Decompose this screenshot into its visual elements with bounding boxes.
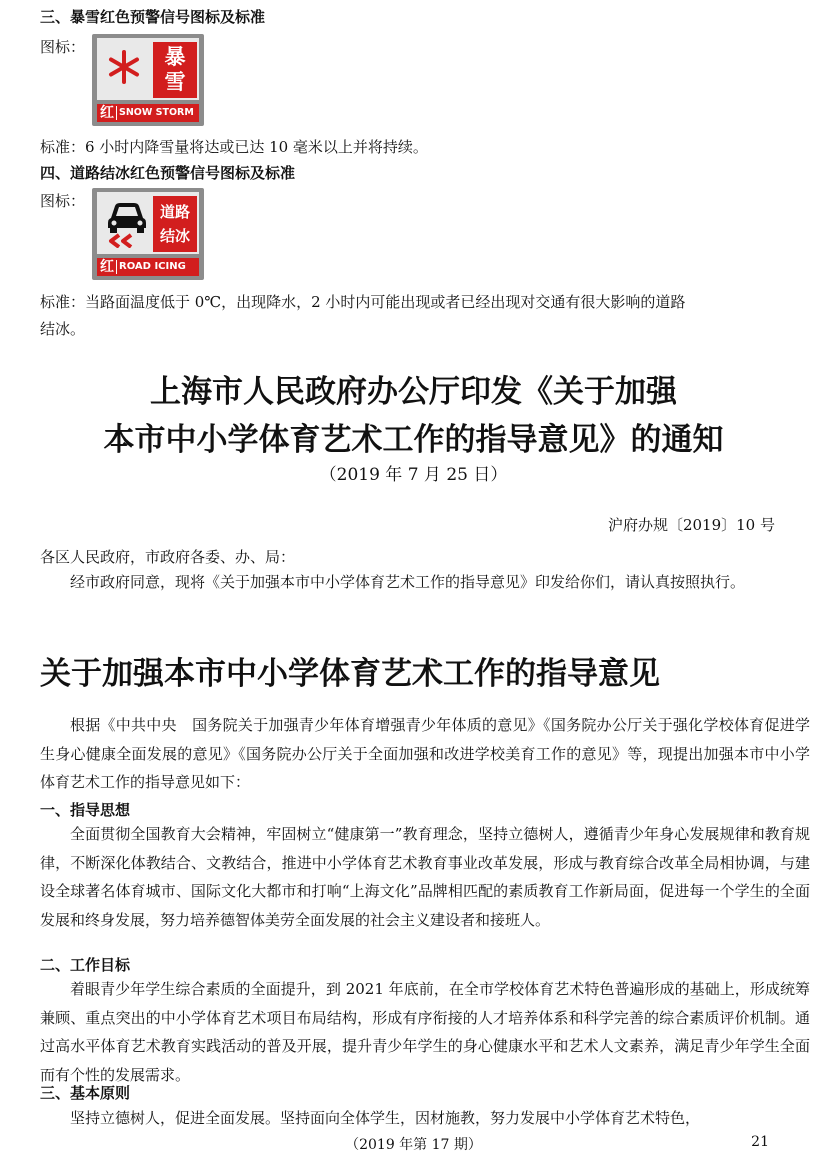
notice-date: （2019 年 7 月 25 日） xyxy=(319,465,508,485)
section2-body: 着眼青少年学生综合素质的全面提升，到 2021 年底前，在全市学校体育艺术特色普遍形成的基础上，形成统筹兼顾、重点突出的中小学体育艺术项目布局结构，形成有序衔接的人才培养体系和科学完善的综合素质评价机制。通过高水平体育艺术教育实践活动的普及开展，提升青少年学生的身心健康水平和艺术人文素养，满足青少年学生全面而有个性的发展需求。 xyxy=(40,980,810,1084)
bar-separator xyxy=(116,106,117,120)
ice-icon-red-label: 红 xyxy=(100,259,114,275)
page-number: 21 xyxy=(751,1134,769,1150)
section1-body: 全面贯彻全国教育大会精神，牢固树立“健康第一”教育理念，坚持立德树人，遵循青少年身心发展规律和教育规律，不断深化体教结合、文教结合，推进中小学体育艺术教育事业改革发展，形成与教育综合改革全局相协调，与建设全球著名体育城市、国际文化大都市和打响“上海文化”品牌相匹配的素质教育工作新局面，促进每一个学生的全面发展和终身发展，努力培养德智体美劳全面发展的社会主义建设者和接班人。 xyxy=(40,825,810,929)
snow-icon-red-label: 红 xyxy=(100,105,114,121)
ice-icon-label: 图标： xyxy=(40,192,86,210)
doc-number: 沪府办规〔2019〕10 号 xyxy=(607,516,775,534)
ice-icon-en-label: ROAD ICING xyxy=(119,261,186,272)
notice-title-line2: 本市中小学体育艺术工作的指导意见》的通知 xyxy=(103,422,724,458)
snow-icon-chars: 暴雪 xyxy=(153,42,197,98)
section3-body: 坚持立德树人，促进全面发展。坚持面向全体学生，因材施教，努力发展中小学体育艺术特色， xyxy=(70,1109,701,1127)
ice-icon-chars xyxy=(153,196,197,252)
ice-heading: 四、道路结冰红色预警信号图标及标准 xyxy=(40,164,296,182)
ice-standard-line2: 结冰。 xyxy=(40,320,86,338)
snow-storm-warning-icon xyxy=(92,34,204,126)
icon-panel xyxy=(97,38,199,100)
snow-heading: 三、暴雪红色预警信号图标及标准 xyxy=(40,8,266,26)
issue-number: （2019 年第 17 期） xyxy=(345,1137,482,1153)
bar-separator xyxy=(116,260,117,274)
snow-icon-label: 图标： xyxy=(40,38,86,56)
opinion-title: 关于加强本市中小学体育艺术工作的指导意见 xyxy=(40,656,660,692)
snowflake-icon xyxy=(107,50,141,84)
section2-heading: 二、工作目标 xyxy=(40,956,131,974)
car-skid-icon xyxy=(103,198,149,248)
notice-body: 经市政府同意，现将《关于加强本市中小学体育艺术工作的指导意见》印发给你们，请认真按照执行。 xyxy=(70,573,746,591)
notice-title-line1: 上海市人民政府办公厅印发《关于加强 xyxy=(150,374,677,410)
ice-icon-chars-line1: 道路 xyxy=(159,203,190,221)
ice-icon-bar xyxy=(97,258,199,276)
addressee: 各区人民政府，市政府各委、办、局： xyxy=(40,548,296,566)
snow-standard: 标准：6 小时内降雪量将达或已达 10 毫米以上并将持续。 xyxy=(40,138,428,156)
section3-heading: 三、基本原则 xyxy=(40,1084,131,1102)
section1-heading: 一、指导思想 xyxy=(40,801,131,819)
ice-standard-line1: 标准：当路面温度低于 0℃，出现降水，2 小时内可能出现或者已经出现对交通有很大影响的道路 xyxy=(40,293,686,311)
ice-icon-chars-line2: 结冰 xyxy=(159,227,190,245)
road-icing-warning-icon xyxy=(92,188,204,280)
icon-panel xyxy=(97,192,199,254)
snow-icon-en-label: SNOW STORM xyxy=(119,107,194,118)
opinion-intro: 根据《中共中央 国务院关于加强青少年体育增强青少年体质的意见》《国务院办公厅关于强化学校体育促进学生身心健康全面发展的意见》《国务院办公厅关于全面加强和改进学校美育工作的意见》等，现提出加强本市中小学体育艺术工作的指导意见如下： xyxy=(40,716,810,791)
snow-icon-bar xyxy=(97,104,199,122)
